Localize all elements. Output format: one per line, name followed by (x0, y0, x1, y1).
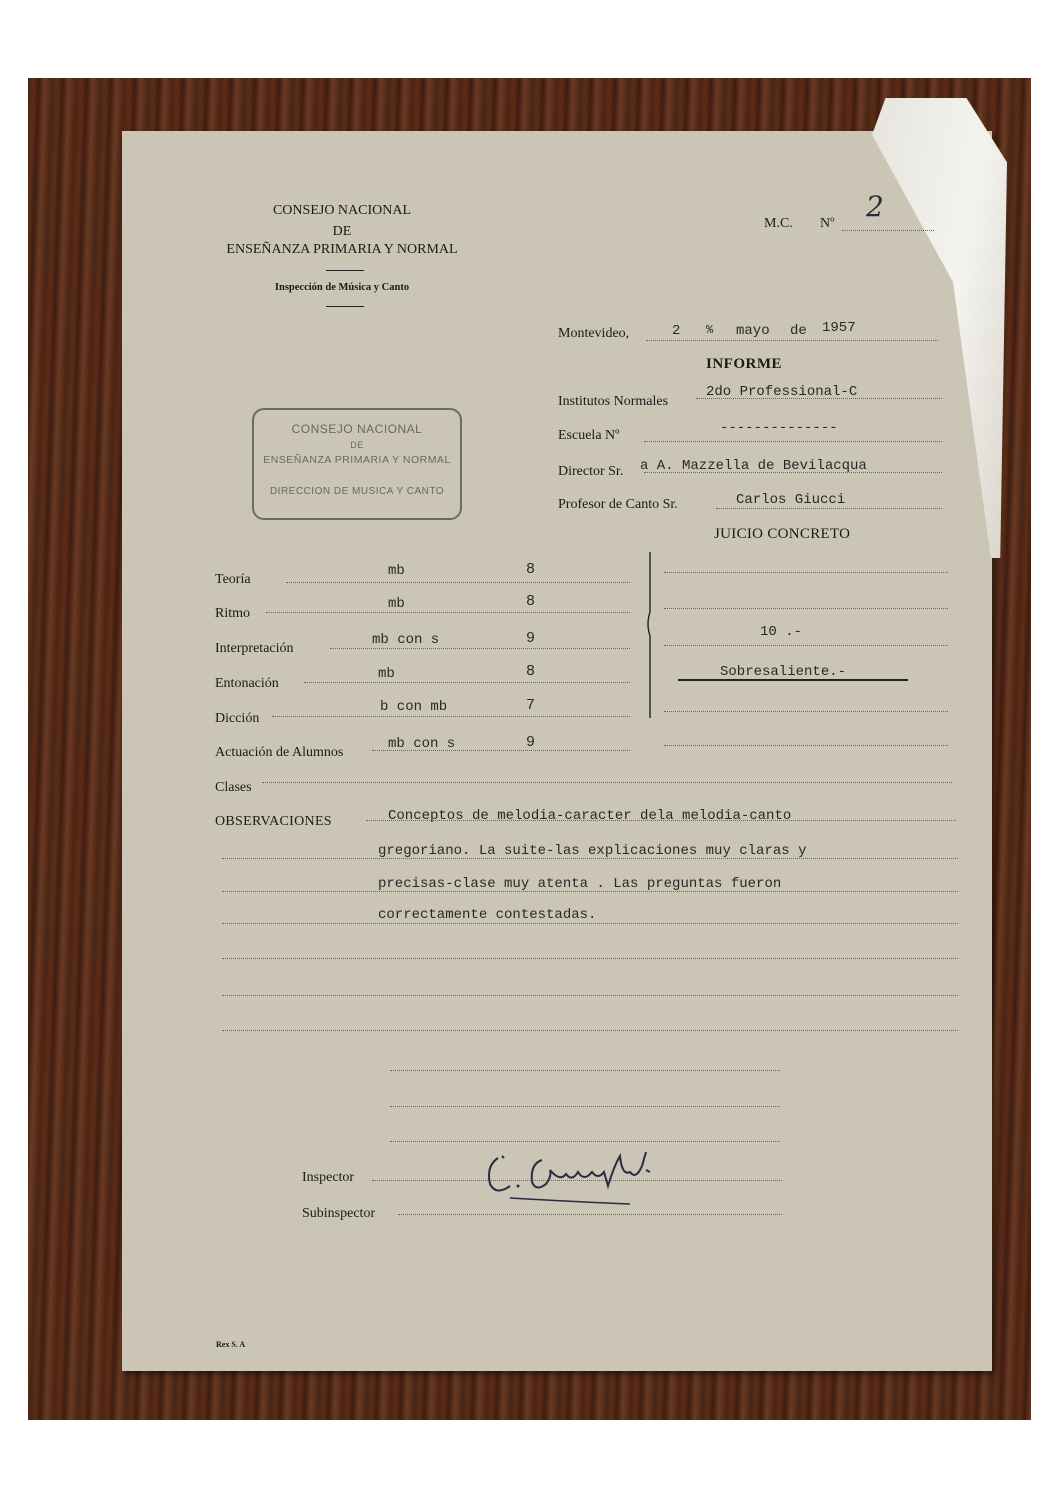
grade-concept-diccion: b con mb (380, 699, 448, 715)
grade-label-teoria: Teoría (215, 572, 251, 587)
grade-concept-entonacion: mb (378, 666, 395, 682)
grade-line-teoria (286, 582, 630, 583)
grade-concept-actuacion: mb con s (388, 736, 456, 752)
escuela-line (644, 441, 942, 442)
inspector-signature (480, 1136, 680, 1206)
org-line-2: DE (332, 224, 352, 239)
number-value: 2 (866, 190, 884, 223)
sig-line-2 (390, 1106, 780, 1107)
date-de-2: de (790, 323, 807, 339)
observaciones-label: OBSERVACIONES (215, 814, 332, 829)
grade-line-clases (262, 782, 952, 783)
obs-text-2: gregoriano. La suite-las explicaciones muy claras y (378, 843, 807, 859)
sig-line-1 (390, 1070, 780, 1071)
grade-score-interpretacion: 9 (526, 630, 536, 647)
grade-label-actuacion: Actuación de Alumnos (215, 745, 344, 760)
grade-label-clases: Clases (215, 780, 252, 795)
grade-score-entonacion: 8 (526, 663, 536, 680)
obs-line-6 (222, 995, 958, 996)
profesor-label: Profesor de Canto Sr. (558, 497, 678, 512)
stamp-line-2: DE (350, 440, 364, 450)
juicio-line-2 (664, 608, 948, 609)
date-year: 1957 (822, 320, 856, 336)
org-line-1: CONSEJO NACIONAL (272, 203, 412, 218)
grade-label-entonacion: Entonación (215, 676, 279, 691)
informe-title: INFORME (706, 356, 782, 372)
director-value: a A. Mazzella de Bevilacqua (640, 458, 867, 474)
date-de-1: % (706, 323, 714, 337)
obs-text-4: correctamente contestadas. (378, 907, 597, 923)
grade-concept-interpretacion: mb con s (372, 632, 440, 648)
header-rule (326, 270, 364, 271)
juicio-brace (644, 552, 658, 718)
grade-score-actuacion: 9 (526, 734, 536, 751)
inspector-label: Inspector (302, 1170, 355, 1185)
mc-label: M.C. (764, 216, 793, 231)
grade-score-ritmo: 8 (526, 593, 536, 610)
stamp-line-3: ENSEÑANZA PRIMARIA Y NORMAL (263, 454, 451, 466)
header-rule-2 (326, 306, 364, 307)
obs-text-3: precisas-clase muy atenta . Las preguntas fueron (378, 876, 782, 892)
juicio-verdict: Sobresaliente.- (720, 664, 847, 680)
institutos-value: 2do Professional-C (706, 384, 858, 400)
grade-line-interpretacion (330, 648, 630, 649)
grade-concept-ritmo: mb (388, 596, 405, 612)
grade-label-ritmo: Ritmo (215, 606, 251, 621)
number-line (842, 230, 934, 231)
city-label: Montevideo, (558, 326, 630, 341)
obs-line-5 (222, 958, 958, 959)
juicio-line-3 (664, 645, 948, 646)
obs-text-1: Conceptos de melodia-caracter dela melodia-canto (388, 808, 792, 824)
grade-line-diccion (272, 716, 630, 717)
juicio-line-5 (664, 745, 948, 746)
stamp-line-4: DIRECCION DE MUSICA Y CANTO (269, 486, 445, 497)
escuela-value: -------------- (720, 420, 838, 436)
grade-score-diccion: 7 (526, 697, 536, 714)
juicio-line-1 (664, 572, 948, 573)
verdict-underline (678, 679, 908, 681)
profesor-value: Carlos Giucci (736, 492, 846, 508)
number-label: Nº (820, 216, 835, 231)
grade-score-teoria: 8 (526, 561, 536, 578)
date-line (646, 340, 938, 341)
obs-line-4 (222, 923, 958, 924)
official-stamp (252, 408, 462, 520)
department-title: Inspección de Música y Canto (274, 282, 410, 293)
director-label: Director Sr. (558, 464, 624, 479)
org-line-3: ENSEÑANZA PRIMARIA Y NORMAL (226, 242, 458, 257)
grade-label-interpretacion: Interpretación (215, 641, 294, 656)
grade-line-entonacion (304, 682, 630, 683)
printer-mark: Rex S. A (216, 1340, 246, 1349)
grade-line-ritmo (266, 612, 630, 613)
profesor-line (716, 508, 942, 509)
juicio-line-4 (664, 711, 948, 712)
date-month: mayo (736, 323, 770, 339)
institutos-label: Institutos Normales (558, 394, 669, 409)
grade-concept-teoria: mb (388, 563, 405, 579)
juicio-score: 10 .- (760, 624, 803, 640)
date-day: 2 (672, 323, 681, 339)
obs-line-7 (222, 1030, 958, 1031)
subinspector-line (398, 1214, 782, 1215)
stamp-line-1: CONSEJO NACIONAL (291, 422, 423, 436)
subinspector-label: Subinspector (302, 1206, 376, 1221)
juicio-title: JUICIO CONCRETO (714, 526, 851, 542)
escuela-label: Escuela Nº (558, 428, 620, 443)
grade-label-diccion: Dicción (215, 711, 260, 726)
